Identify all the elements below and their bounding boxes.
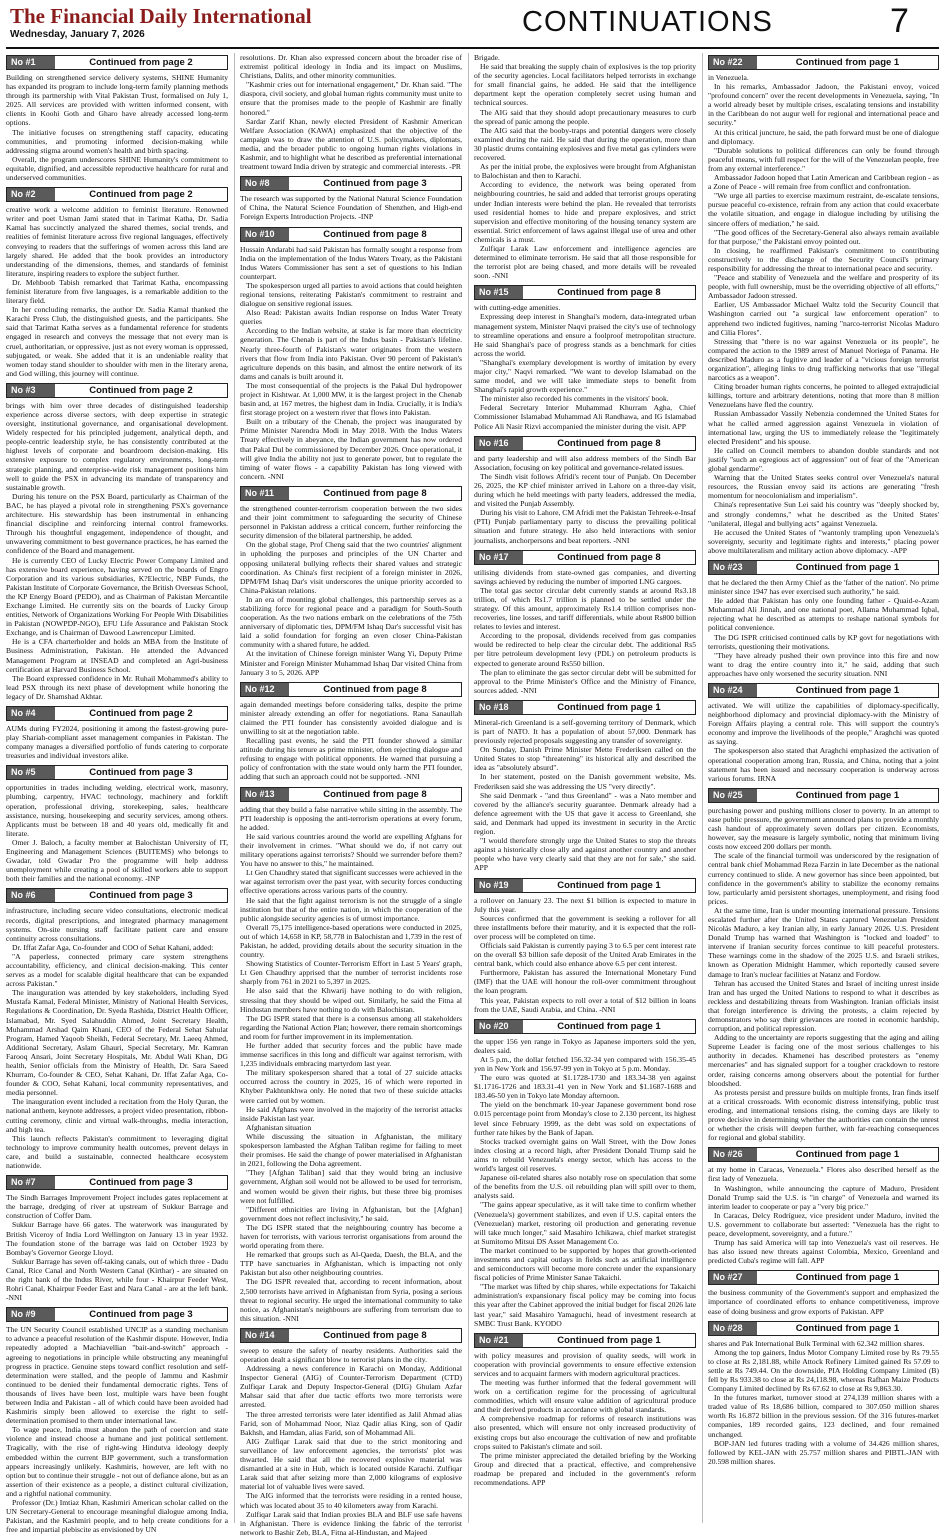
- continuation-item: [474, 700, 696, 873]
- continuation-header: [240, 227, 462, 242]
- continued-from-label: Continued from page 1: [557, 1020, 661, 1032]
- article-paragraph: The euro was quoted at $1.1728-1730 and 183.34-38 yen against $1.1716-1726 and 183.31-41 yen in New York and $1.1687-1688 and 183.46-50 yen in Tokyo late Monday afternoon.: [474, 1073, 696, 1101]
- article-paragraph: sweep to ensure the safety of nearby residents. Authorities said the operation dealt a significant blow to terrorist plans in the city.: [240, 1345, 462, 1364]
- article-paragraph: He is currently CEO of Lucky Electric Power Company Limited and has extensive board experience, having served on the boards of Engro Corporation and its various subsidiaries, K?Electric, NBP Funds, the Pakistan Institute of Corporate Governance, the British Overseas School, the KP Energy Board (PEDO), and as Chairman of Pakistan Mercantile Exchange Limited. He currently sits on the boards of Lucky Group entities, Network of Organizations Working For People With Disabilities in Pakistan (NOWPDP-NGO), EFU Life Assurance and Pakistan Stock Exchange, and is Chairman of Dawood Lawrencepur Limited.: [6, 555, 228, 638]
- item-number: No #20: [475, 1020, 523, 1033]
- article-paragraph: He is a CFA charterholder and holds an MBA from the Institute of Business Administration, Pakistan. He attended the Advanced Management Program at INSEAD and completed an Agri-business certification at Harvard Business School.: [6, 637, 228, 674]
- continuation-header: [708, 788, 939, 803]
- continued-from-label: Continued from page 8: [323, 683, 427, 695]
- article-paragraph: According to evidence, the network was being operated from neighbouring countries, he said and added that terrorist groups operating under Indian interests were behind the plan. He revealed that terrorists used residential homes to hide and prepare explosives, and strict supervision and effective monitoring of the housing tenancy system are essential. Strict enforcement of laws against illegal use of urea and other chemicals is a must.: [474, 180, 696, 244]
- item-number: No #23: [709, 561, 757, 574]
- article-paragraph: The minister also recorded his comments in the visitors' book.: [480, 394, 669, 404]
- article-paragraph: Sukkur Barrage has seven off-taking canals, out of which three - Dadu Canal, Rice Canal and North Western Canal (Kirthar) - are situated on the right bank of the Indus River, while four - Khairpur Feeder West, Rohri Canal, Khairpur Feeder East and Nara Canal - are at the left bank. -NNI: [6, 1256, 228, 1303]
- article-paragraph: He further added that security forces and the public have made immense sacrifices in this long and difficult war against terrorism, with 1,235 individuals embracing martyrdom last year.: [240, 1041, 462, 1069]
- continuation-item: [6, 706, 228, 760]
- header-rule: [6, 47, 939, 49]
- continued-from-label: Continued from page 1: [557, 701, 661, 713]
- continued-from-label: Continued from page 2: [89, 708, 193, 719]
- article-paragraph: "A paperless, connected primary care system strengthens accountability, efficiency, and clinical decision-making. This center serves as a model for scalable digital healthcare that can be expanded across Pakistan.": [6, 951, 228, 989]
- article-paragraph: opportunities in trades including welding, electrical work, masonry, plumbing, carpentry, HVAC technology, machinery and forklift operation, professional driving, storekeeping, sales, healthcare assistance, nursing, housekeeping and security services, among others. Applicants must be between 18 and 40 years old, medically fit and literate.: [6, 783, 228, 838]
- continuation-header: [474, 1019, 696, 1034]
- column-divider: [702, 53, 703, 1523]
- article-paragraph: Dr. Mehboob Tabish remarked that Tarimat Katha, encompassing feminist literature from five languages, is a remarkable addition to the literary field.: [6, 277, 228, 306]
- article-paragraph: Also Read: Pakistan awaits Indian response on Indus Water Treaty queries: [240, 308, 462, 327]
- item-number: No #6: [7, 889, 55, 902]
- article-paragraph: The inauguration was attended by key stakeholders, including Syed Mustafa Kamal, Federal Minister, Ministry of National Health Services, Regulations & Coordination, Dr. Syeda Rashida, District Health Officer, Islamabad, Mr. Syed Salahuddin Ahmed, Joint Secretary Health, Muhammad Arshad Qaim Khani, CEO of the Federal Sehat Sahulat Program, Hamed Yaqoob Sheikh, Federal Secretary, Mr. Laeeq Ahmed, Additional Secretary, Aslam Ghauri, Special Secretary, Mr. Kamran Farooq Ansari, Joint Secretary Hospitals, Mr. Abdul Wali Khan, DG health, Senior officials from the Ministry of Health, Dr. Sara Saeed Khurram, Co-founder & CEO, Sehat Kahani, Dr. Iffat Zafar Aga, Co-founder & COO, Sehat Kahani, local community representatives, and media personnel.: [6, 988, 228, 1098]
- article-paragraph: The scale of the financial turmoil was underscored by the resignation of central bank chief Mohammad Reza Farzin in late December as the national currency continued to slide. A new governor has since been appointed, but confidence in the government's ability to stabilize the economy remains low, particularly amid persistent shortages, unemployment, and rising food prices.: [708, 851, 939, 906]
- continued-from-label: Continued from page 1: [795, 57, 900, 68]
- article-paragraph: at my home in Caracas, Venezuela." Flores also described herself as the first lady of Venezuela.: [708, 1165, 939, 1184]
- article-paragraph: that he declared the then Army Chief as the 'father of the nation'. No prime minister since 1947 has ever exercised such authority," he said.: [708, 577, 939, 597]
- continuation-item: [6, 1307, 228, 1534]
- continuation-header: [240, 176, 462, 191]
- article-paragraph: He also said that the Khwarij have nothing to do with religion, stressing that they should be wiped out. Similarly, he said the Fitna al Hindustan members have nothing to do with Balochistan.: [240, 986, 462, 1014]
- article-paragraph: Warning that the United States seeks control over Venezuela's natural resources, the Russian envoy said its actions are generating "fresh momentum for neocolonialism and imperialism".: [708, 473, 939, 501]
- article-paragraph: The spokesperson urged all parties to avoid actions that could heighten regional tensions, reiterating Pakistan's commitment to restraint and dialogue on sensitive regional issues.: [240, 280, 462, 309]
- article-paragraph: Japanese oil-related shares also notably rose on speculation that some of the benefits from the U.S. oil rebuilding plan will spill over to them, analysts said.: [474, 1173, 696, 1201]
- article-paragraph: Afghanistan situation: [246, 1122, 312, 1132]
- continuation-item: [708, 1270, 939, 1315]
- continued-from-label: Continued from page 8: [557, 551, 661, 563]
- continuation-header: [708, 560, 939, 575]
- item-number: No #19: [475, 879, 523, 892]
- article-paragraph: The DG ISPR revealed that, according to recent information, about 2,500 terrorists have arrived in Afghanistan from Syria, posing a serious threat to regional security. He urged the international community to take notice, as Afghanistan's neighbours are suffering from terrorism due to this situation. -NNI: [240, 1277, 462, 1323]
- continuation-header: [6, 383, 228, 398]
- article-paragraph: Adding to the uncertainty are reports suggesting that the aging and ailing Supreme Leader is facing one of the most serious challenges to his authority in decades. Khamenei has described protesters as "enemy mercenaries" and has signaled support for a tougher crackdown to restore order, raising concerns among observers about the potential for further bloodshed.: [708, 1033, 939, 1088]
- continuation-header: [240, 1328, 462, 1343]
- article-paragraph: adding that they build a false narrative while sitting in the assembly. The PTI leadership is opposing the anti-terrorism operations at every forum, he added.: [240, 804, 462, 832]
- article-paragraph: While discussing the situation in Afghanistan, the military spokesperson lambasted the Afghan Taliban regime for failing to meet their promises. He said the change of power materialised in Afghanistan in 2021, following the Doha agreement.: [240, 1131, 462, 1169]
- article-paragraph: Furthermore, Pakistan has assured the International Monetary Fund (IMF) that the UAE will honour the roll-over commitment throughout the loan program.: [474, 968, 696, 996]
- article-paragraph: Built on a tributary of the Chenab, the project was inaugurated by Prime Minister Narendra Modi in May 2018. With the Indus Waters Treaty effectively in abeyance, the Indian government has now ordered that Pakal Dul be commissioned by December 2026. Once operational, it will give India the ability not just to generate power, but to regulate the timing of water flows - a capability Pakistan has long viewed with concern. -NNI: [240, 417, 462, 481]
- item-number: No #21: [475, 1334, 523, 1347]
- article-paragraph: At this critical juncture, he said, the path forward must be one of dialogue and diplomacy.: [708, 127, 939, 146]
- article-paragraph: This launch reflects Pakistan's commitment to leveraging digital technology to improve community health outcomes, prevent delays in care, and build a sustainable, connected healthcare ecosystem nationwide.: [6, 1133, 228, 1171]
- continuation-item: [6, 55, 228, 182]
- article-paragraph: Officials said Pakistan is currently paying 3 to 6.5 per cent interest rate on the overall $3 billion safe deposit of the United Arab Emirates in the central bank, which could also enhance above 6.5 per cent interest.: [474, 940, 696, 969]
- column-3: [474, 53, 696, 1523]
- article-paragraph: In the futures market, turnover stood at 274,139 million shares with a traded value of Rs 18,686 billion, compared to 307.050 million shares worth Rs 16.872 billion in the previous session. Of the 316 futures-market companies, 189 recorded gains, 123 declined, and four remained unchanged.: [708, 1393, 939, 1439]
- article-paragraph: Lt Gen Chaudhry stated that significant successes were achieved in the war against terrorism over the past year, with security forces conducting effective operations across various parts of the country.: [240, 868, 462, 896]
- article-paragraph: Recalling past events, he said the PTI founder showed a similar attitude during his tenure as prime minister, often rejecting dialogue and refusing to engage with political opponents. He warned that pursuing a policy of confrontation with the state would only harm the PTI founder, adding that such an approach could not be supported. -NNI: [240, 736, 462, 782]
- article-paragraph: brings with him over three decades of distinguished leadership experience across diverse sectors, with deep expertise in strategic oversight, institutional governance, and organisational development. Widely respected for his principled judgement, analytical depth, and people-centric leadership style, he has consistently contributed at the highest levels of corporate and boardroom decision-making. His extensive exposure to complex regulatory environments, long-term strategic planning, and enterprise-wide risk management positions him well to guide the PSX in advancing its mandate of transparency and sustainable growth.: [6, 400, 228, 492]
- article-paragraph: Mineral-rich Greenland is a self-governing territory of Denmark, which is part of NATO. It has a population of about 57,000. Denmark has previously rejected proposals suggesting any transfer of sovereignty.: [474, 717, 696, 746]
- column-1: [6, 53, 228, 1535]
- article-paragraph: She said Denmark - "and thus Greenland" - was a Nato member and covered by the alliance's security guarantee. Denmark already had a defence agreement with the US that gave it access to Greenland, she said, and Denmark had upped its investment in security in the Arctic region.: [474, 790, 696, 837]
- article-paragraph: Stocks tracked overnight gains on Wall Street, with the Dow Jones index closing at a record high, after President Donald Trump said he aims to rebuild Venezuela's energy sector, which has access to the world's largest oil reserves.: [474, 1136, 696, 1174]
- article-paragraph: The DG ISPR stated that there is a consensus among all stakeholders regarding the National Action Plan; however, there remain shortcomings and room for further improvement in its implementation.: [240, 1013, 462, 1041]
- article-paragraph: shares and Pak International Bulk Terminal with 62.342 million shares.: [708, 1338, 925, 1348]
- item-number: No #27: [709, 1271, 757, 1284]
- article-paragraph: with policy measures and provision of quality seeds, will work in cooperation with provincial governments to ensure effective extension services and to acquaint farmers with modern agricultural practices.: [474, 1350, 696, 1378]
- item-number: No #28: [709, 1322, 757, 1335]
- continued-from-label: Continued from page 8: [323, 788, 427, 800]
- continuation-item: [474, 878, 696, 1014]
- continued-from-label: Continued from page 8: [323, 487, 427, 499]
- article-paragraph: "The market was lifted by chip shares, while expectations for Takaichi administration's expansionary fiscal policy may be coming into focus this year after the Cabinet approved the initial budget for fiscal 2026 late last year," said Masahiro Yamaguchi, head of investment research at SMBC Trust Bank. KYODO: [474, 1282, 696, 1328]
- continuation-header: [474, 285, 696, 300]
- article-paragraph: Sources confirmed that the government is seeking a rollover for all three installments before their maturity, and it is expected that the roll-over process will be completed on time.: [474, 913, 696, 941]
- continuation-header: [708, 1147, 939, 1162]
- item-number: No #14: [241, 1329, 289, 1342]
- article-paragraph: In her statement, posted on the Danish government website, Ms. Frederiksen said she was addressing the US "very directly".: [474, 772, 696, 791]
- article-paragraph: The DG ISPR stated that the neighbouring country has become a haven for terrorists, with various terrorist organisations from around the world operating from there.: [240, 1222, 462, 1251]
- continuation-item: [240, 1328, 462, 1537]
- article-paragraph: The DG ISPR criticised continued calls by KP govt for negotiations with terrorists, questioning their motivations.: [708, 632, 939, 651]
- article-paragraph: Omer J. Baloch, a faculty member at Balochistan University of IT, Engineering and Management Sciences (BUITEMS) who belongs to Gwadar, told Gwadar Pro the programme will help address unemployment while creating a pool of skilled workers able to support both their families and the national economy. -INP: [6, 837, 228, 884]
- masthead: [0, 0, 945, 46]
- article-paragraph: The initiative focuses on strengthening staff capacity, educating communities, and promoting informed decision-making while addressing stigma around women's health and birth spacing.: [6, 127, 228, 155]
- continuation-header: [474, 436, 696, 451]
- article-paragraph: He accused the United States of "wantonly trampling upon Venezuela's sovereignty, security and legitimate rights and interests," placing power above multilateralism and military action above diplomacy. -APP: [708, 527, 939, 555]
- article-paragraph: According to the Indian website, at stake is far more than electricity generation. The Chenab is part of the Indus basin - Pakistan's lifeline. Nearly three-fourth of Pakistan's water originates from the western rivers that flow from India into Pakistan. Over 90 percent of Pakistan's agriculture depends on this basin, and almost the entire network of its dams and canals is built around it.: [240, 326, 462, 381]
- article-paragraph: He called on Council members to abandon double standards and not justify "such an egregious act of aggression" out of fear of the "American global gendarme".: [708, 445, 939, 474]
- article-paragraph: Overall 75,175 intelligence-based operations were conducted in 2025, out of which 14,658 in KP, 58,778 in Balochistan and 1,739 in the rest of Pakistan, he added, providing details about the security situation in the country.: [240, 922, 462, 960]
- item-number: No #11: [241, 487, 289, 500]
- article-paragraph: Earlier, US Ambassador Michael Waltz told the Security Council that Washington carried out "a surgical law enforcement operation" to apprehend two indicted fugitives, naming "narco-terrorist Nicolas Maduro and Cilia Flores".: [708, 300, 939, 337]
- article-paragraph: The yield on the benchmark 10-year Japanese government bond rose 0.015 percentage point from Monday's close to 2.130 percent, its highest level since February 1999, as the debt was sold on expectations of further rate hikes by the Bank of Japan.: [474, 1100, 696, 1137]
- article-paragraph: "They [Afghan Taliban] said that they would bring an inclusive government, Afghan soil would not be allowed to be used for terrorism, and women would be given their rights, but these three big promises were not fulfilled.: [240, 1168, 462, 1205]
- article-paragraph: "The good offices of the Secretary-General also always remain available for that purpose," the Pakistani envoy pointed out.: [708, 227, 939, 246]
- article-paragraph: "Durable solutions to political differences can only be found through peaceful means, with full respect for the will of the Venezuelan people, free from any external interference.": [708, 145, 939, 173]
- article-paragraph: Russian Ambassador Vassily Nebenzia condemned the United States for what he called armed aggression against Venezuela in violation of international law, urging the US to immediately release the "legitimately elected President" and his spouse.: [708, 409, 939, 446]
- continuation-item: [474, 1333, 696, 1487]
- article-paragraph: creative work a welcome addition to feminist literature. Renowned writer and poet Usman Jami stated that in Tarimat Katha, Dr. Sadia Kamal has succinctly analyzed the shared themes, social trends, and realities of feminist literature across five regional languages, effectively conveying to readers that the sufferings of women across this land are largely shared. He added that the book provides an introductory understanding of the dimensions, themes, and standards of feminist literature, inspiring readers to explore the subject further.: [6, 205, 228, 278]
- section-title: CONTINUATIONS: [522, 6, 773, 38]
- continued-from-label: Continued from page 3: [89, 767, 193, 779]
- article-paragraph: the business community of the Government's support and emphasized the importance of coordinated efforts to enhance competitiveness, improve ease of doing business and grow exports of Pakistan. APP: [708, 1288, 939, 1316]
- article-paragraph: The market continued to be supported by hopes that growth-oriented investments and capital outlays in fields such as artificial intelligence and semiconductors will become more concrete under the expansionary fiscal policies of Prime Minister Sanae Takaichi.: [474, 1245, 696, 1283]
- article-paragraph: As protests persist and pressure builds on multiple fronts, Iran finds itself at a critical crossroads. With economic distress intensifying, public trust eroding, and international tensions rising, the coming days are likely to prove decisive in determining whether the authorities can contain the unrest or whether the crisis will deepen further, with far-reaching consequences for regional and global stability.: [708, 1087, 939, 1143]
- article-paragraph: "We urge all parties to exercise maximum restraint, de-escalate tensions, pursue peaceful co-existence, refrain from any action that could exacerbate the volatile situation, and engage in dialogue including by utilising the sincere offers of mediation," he said.: [708, 191, 939, 228]
- continuation-header: [6, 706, 228, 721]
- continuation-item: [708, 683, 939, 783]
- continuation-header: [708, 55, 939, 70]
- article-paragraph: Ambassador Jadoon hoped that Latin American and Caribbean region - as a Zone of Peace - will remain free from conflict and confrontation.: [708, 173, 939, 192]
- article-paragraph: The military spokesperson shared that a total of 27 suicide attacks occurred across the country in 2025, 16 of which were reported in Khyber Pakhtunkhwa only. He noted that two of these suicide attacks were carried out by women.: [240, 1068, 462, 1105]
- continuation-item: [708, 1321, 939, 1466]
- item-number: No #18: [475, 701, 523, 714]
- continued-from-label: Continued from page 3: [89, 890, 193, 902]
- article-paragraph: He said various countries around the world are expelling Afghans for their involvement in crimes. "What should we do, if not carry out military operations against terrorists? Should we surrender before them? You have no answer to this," he maintained.: [240, 831, 462, 869]
- article-paragraph: He said that the fight against terrorism is not the struggle of a single institution but that of the entire nation, in which the cooperation of the public alongside security agencies is of utmost importance.: [240, 895, 462, 923]
- article-paragraph: BOP-JAN led futures trading with a volume of 34.426 million shares, followed by KEL-JAN with 25.757 million shares and PIBTL-JAN with 20.598 million shares.: [708, 1438, 939, 1466]
- article-paragraph: He said Afghans were involved in the majority of the terrorist attacks inside Pakistan last year.: [240, 1104, 462, 1123]
- article-paragraph: In her concluding remarks, the author Dr. Sadia Kamal thanked the Karachi Press Club, the distinguished guests, and the participants. She said that Tarimat Katha serves as a fundamental reference for students engaged in research and conveys the message that not every man is cruel, authoritarian, or oppressive, just as not every woman is oppressed, subjugated, or weak. She added that it is an undeniable reality that women today stand shoulder to shoulder with men in the literary arena, and God willing, this journey will continue.: [6, 305, 228, 378]
- article-paragraph: "Shanghai's exemplary development is worthy of imitation by every major city," Naqvi remarked. "We want to develop Islamabad on the same model, and we will take immediate steps to benefit from Shanghai's rapid growth experience.": [474, 357, 696, 395]
- article-paragraph: The UN Security Council established UNCIP as a standing mechanism to advance a peaceful resolution of the Kashmir dispute. However, India repeatedly adopted a Machiavellian "bait-and-switch" approach - agreeing to negotiations in principle while obstructing any meaningful progress in practice. Genuine steps toward conflict resolution and self-determination were stalled, and the people of Jammu and Kashmir continued to be denied their fundamental democratic rights. Tens of thousands of lives have been lost, multiple wars have been fought between India and Pakistan - all of which could have been avoided had Kashmiris simply been allowed to exercise the right to self-determination promised to them under international law.: [6, 1325, 228, 1426]
- continuation-header: [240, 787, 462, 802]
- article-paragraph: On the global stage, Prof Cheng said that the two countries' alignment in upholding the purposes and principles of the UN Charter and opposing unilateral bullying reflects their shared values and strategic coordination. As China's first recipient of a foreign minister in 2026, DPM/FM Ishaq Dar's visit underscores the unique priority accorded to China-Pakistan relations.: [240, 540, 462, 595]
- article-paragraph: with cutting-edge amenities.: [474, 303, 561, 313]
- article-paragraph: This year, Pakistan expects to roll over a total of $12 billion in loans from the UAE, Saudi Arabia, and China. -NNI: [474, 995, 696, 1014]
- item-number: No #8: [241, 177, 289, 190]
- article-paragraph: The total gas sector circular debt currently stands at around Rs3.18 trillion, of which Rs1.7 trillion is planned to be settled under the strategy. Of this amount, approximately Rs1.4 trillion comprises non-recoveries, line losses, and tariff differentials, while about Rs800 billion relates to levies and interest.: [474, 585, 696, 632]
- article-paragraph: Building on strengthened service delivery systems, SHINE Humanity has expanded its program to include long-term family planning methods through its partnership with Vital Pakistan Trust, formalised on July 1, 2025. All services are provided with written informed consent, with clients in Koohi Goth and Gharo have already accessed long-term options.: [6, 73, 228, 128]
- continued-from-label: Continued from page 3: [323, 178, 427, 190]
- article-paragraph: He added that Pakistan has only one founding father - Quaid-e-Azam Muhammad Ali Jinnah, and one national poet, Allama Muhammad Iqbal, rejecting what he described as attempts to reshape national symbols for political convenience.: [708, 596, 939, 633]
- article-paragraph: At the invitation of Chinese foreign minister Wang Yi, Deputy Prime Minister and Foreign Minister Muhammad Ishaq Dar visited China from January 3 to 5, 2026. APP: [240, 649, 462, 677]
- continuation-item: [240, 682, 462, 782]
- continuation-header: [240, 486, 462, 501]
- continued-from-label: Continued from page 8: [557, 437, 661, 449]
- continuation-item: [708, 788, 939, 1142]
- column-4: [708, 53, 939, 1523]
- continuation-header: [708, 683, 939, 698]
- continuation-item: [474, 1019, 696, 1328]
- article-paragraph: "I would therefore strongly urge the United States to stop the threats against a historically close ally and against another country and another people who have very clearly said that they are not for sale," she said. APP: [474, 836, 696, 873]
- continuation-item: [474, 550, 696, 695]
- item-number: No #9: [7, 1308, 55, 1321]
- continuation-header: [708, 1321, 939, 1336]
- article-paragraph: Showing Statistics of Counter-Terrorism Effort in Last 5 Years' graph, Lt Gen Chaudhry apprised that the number of terrorist incidents rose sharply from 761 in 2021 to 5,397 in 2025.: [240, 959, 462, 987]
- continuation-item: [474, 285, 696, 430]
- article-paragraph: The AIG informed that the terrorists were residing in a rented house, which was located about 35 to 40 kilometers away from Karachi.: [240, 1491, 462, 1510]
- item-number: No #1: [7, 56, 55, 69]
- continued-from-label: Continued from page 1: [795, 561, 900, 573]
- article-paragraph: The plan to eliminate the gas sector circular debt will be submitted for approval to the Prime Minister's Office and the Ministry of Finance, sources added. -NNI: [474, 667, 696, 695]
- item-number: No #25: [709, 789, 757, 802]
- article-paragraph: A comprehensive roadmap for reforms of research institutions was also presented, which will ensure not only increased productivity of existing crops but also encourage the cultivation of new and profitable crops suited to Pakistan's climate and soil.: [474, 1414, 696, 1451]
- item-number: No #22: [709, 56, 757, 69]
- article-paragraph: Professor (Dr.) Imtiaz Khan, Kashmiri American scholar called on the UN Secretary-General to encourage meaningful dialogue among India, Pakistan, and the Kashmiri people, and to help create conditions for a free and impartial plebiscite as envisioned by UN: [6, 1498, 228, 1535]
- article-paragraph: Expressing deep interest in Shanghai's modern, data-integrated urban management system, Minister Naqvi praised the city's use of technology to streamline operations and ensure a foolproof metropolitan structure. He said Shanghai's pace of progress stands as a benchmark for cities across the world.: [474, 312, 696, 358]
- continuation-item: [6, 187, 228, 378]
- article-paragraph: Overall, the program underscores SHINE Humanity's commitment to equitable, dignified, and accessible reproductive healthcare for rural and underserved communities.: [6, 154, 228, 183]
- article-paragraph: utilising dividends from state-owned gas companies, and diverting savings achieved by reducing the number of imported LNG cargoes.: [474, 567, 696, 586]
- article-paragraph: "Different ethnicities are living in Afghanistan, but the [Afghan] government does not reflect inclusivity," he said.: [240, 1204, 462, 1223]
- article-paragraph: On Sunday, Danish Prime Minister Mette Frederiksen called on the United States to stop "threatening" its historical ally and described the idea as "absolutely absurd".: [474, 745, 696, 773]
- article-paragraph: the strengthened counter-terrorism cooperation between the two sides and their joint commitment to safeguarding the security of Chinese personnel in Pakistan address a critical concern, further reinforcing the security dimension of the bilateral partnership, he added.: [240, 503, 462, 541]
- continuation-item: [6, 888, 228, 1170]
- continued-from-label: Continued from page 3: [89, 1177, 193, 1189]
- article-paragraph: a rollover on January 23. The next $1 billion is expected to mature in July this year.: [474, 895, 696, 914]
- article-paragraph: The Sindh Barrages Improvement Project includes gates replacement at the barrage, dredging of river at upstream of Sukkur Barrage and construction of Coffer Dam.: [6, 1193, 228, 1221]
- item-number: No #24: [709, 684, 757, 697]
- article-paragraph: Zulfiqar Larak Law enforcement and intelligence agencies are determined to eliminate terrorism. He said that all those responsible for the terrorist plot are being chased, and more details will be revealed soon. -NNI: [474, 243, 696, 281]
- article-paragraph: AUMs during FY2024, positioning it among the fastest-growing pure-play Shariah-compliant asset management companies in Pakistan. The company manages a diversified portfolio of funds catering to corporate treasuries and individual investors alike.: [6, 724, 228, 761]
- article-paragraph: Addressing a news conference in Karachi on Monday, Additional Inspector General (AIG) of Counter-Terrorism Department (CTD) Zulfiqar Larak and Deputy Inspector-General (DIG) Ghulam Azfar Mahsar said that after due tactic efforts two more terrorists were arrested.: [240, 1364, 462, 1410]
- continued-from-label: Continued from page 8: [323, 228, 427, 240]
- item-number: No #13: [241, 788, 289, 801]
- continuation-item: [474, 53, 696, 280]
- article-paragraph: the upper 156 yen range in Tokyo as Japanese importers sold the yen, dealers said.: [474, 1036, 696, 1055]
- continuation-item: [708, 1147, 939, 1265]
- continuation-item: [6, 765, 228, 883]
- item-number: No #5: [7, 766, 55, 779]
- column-divider: [468, 53, 469, 1523]
- article-paragraph: In Washington, while announcing the capture of Maduro, President Donald Trump said the U.S. is "in charge" of Venezuela and warned its interim leader to cooperate or pay a "very big price.": [708, 1183, 939, 1211]
- continuation-header: [6, 55, 228, 70]
- article-paragraph: AIG Zulfiqar Larak said that due to the strict monitoring and surveillance of law enforcement agencies, the terrorists' plot was thwarted. He said that all the recovered explosive material was dismantled at a site in Hub, which is located outside Karachi. Zulfiqar Larak said that after seizing more than 2,000 kilograms of explosive material lot of valuable lives were saved.: [240, 1436, 462, 1492]
- continuation-header: [6, 765, 228, 780]
- continuation-item: [240, 176, 462, 221]
- article-paragraph: Sukkur Barrage have 66 gates. The waterwork was inaugurated by British Viceroy of India Lord Wellington on January 13 in year 1932. The foundation stone of the barrage was laid on October 1923 by Bombay's Governor George Lloyd.: [6, 1220, 228, 1257]
- article-paragraph: At 5 p.m., the dollar fetched 156.32-34 yen compared with 156.35-45 yen in New York and 156.97-99 yen in Tokyo at 5 p.m. Monday.: [474, 1054, 696, 1073]
- continuation-item: [240, 787, 462, 1323]
- article-paragraph: In Caracas, Delcy Rodríguez, vice president under Maduro, invited the U.S. government to collaborate but asserted: "Venezuela has the right to peace, development, sovereignty, and a future.": [708, 1210, 939, 1238]
- article-paragraph: Sardar Zarif Khan, newly elected President of Kashmir American Welfare Association (KAWA) emphasized that the objective of the campaign was to draw the attention of U.S. policymakers, diplomats, media, and the broader public to ongoing human rights violations in Kashmir, and to highlight what he described as preferential international treatment toward India driven by strategic and commercial interests. -PR: [240, 116, 462, 172]
- article-paragraph: Stressing that "there is no war against Venezuela or its people", he compared the action to the 1989 arrest of Manuel Noriega of Panama. He described Maduro as a fugitive and leader of a "vicious foreign terrorist organization", alleging links to drug trafficking networks that use "illegal narcotics as a weapon".: [708, 336, 939, 383]
- article-paragraph: again demanded meetings before considering talks, despite the prime minister already extending an offer for negotiations. Rana Sanaullah claimed the PTI founder has consistently avoided dialogue and is unwilling to sit at the negotiation table.: [240, 699, 462, 736]
- continued-from-label: Continued from page 1: [795, 1322, 900, 1334]
- article-paragraph: The AIG said that they should adopt precautionary measures to curb the spread of panic among the people.: [474, 107, 696, 126]
- continuation-item: [6, 383, 228, 701]
- article-paragraph: During his tenure on the PSX Board, particularly as Chairman of the BAC, he has played a pivotal role in strengthening PSX's governance architecture. His stewardship has been instrumental in enhancing financial discipline and reinforcing internal control frameworks. Through his thoughtful engagement, independence of thought, and unwavering commitment to best governance practices, he has earned the confidence of the Board and management.: [6, 491, 228, 556]
- continuation-item: [240, 227, 462, 481]
- continued-from-label: Continued from page 3: [89, 1309, 193, 1321]
- item-number: No #15: [475, 286, 523, 299]
- article-paragraph: As per the initial probe, the explosives were brought from Afghanistan to Balochistan and then to Karachi.: [474, 162, 696, 181]
- item-number: No #12: [241, 683, 289, 696]
- article-paragraph: The three arrested terrorists were later identified as Jalil Ahmad alias Farid, son of Mohammad Noor, Niaz Qadir alias King, son of Qadir Bakhsh, and Hamdan, alias Farid, son of Mohammad Ali.: [240, 1409, 462, 1437]
- article-paragraph: "The gains appear speculative, as it will take time to confirm whether (Venezuela's) government stabilizes, and even if U.S. capital enters the (Venezuelan) market, restoring oil production and generating revenue will take much longer," said Masahiro Ichikawa, chief market strategist at Sumitomo Mitsui DS Asset Management Co.: [474, 1200, 696, 1246]
- article-paragraph: To wage peace, India must abandon the path of coercion and state violence and instead choose a humane and just political settlement. Tragically, with the rise of right-wing Hindutva ideology deeply embedded within the current BJP government, such a transformation appears increasingly unlikely. Kashmiris, however, are left with no option but to continue their struggle - not out of defiance alone, but as an assertion of their existence as a people, a distinct cultural civilization, and a rightful national community.: [6, 1425, 228, 1498]
- item-number: No #10: [241, 228, 289, 241]
- continuation-header: [6, 1307, 228, 1322]
- continued-from-label: Continued from page 8: [323, 1329, 427, 1341]
- item-number: No #16: [475, 437, 523, 450]
- column-2: [240, 53, 462, 1537]
- article-paragraph: Brigade.: [474, 53, 500, 62]
- continuation-item: [708, 55, 939, 555]
- article-paragraph: The research was supported by the National Natural Science Foundation of China, the Natural Science Foundation of Shenzhen, and High-end Foreign Experts Introduction Projects. -INP: [240, 194, 462, 222]
- page-number: 7: [890, 2, 909, 40]
- column-divider: [234, 53, 235, 1523]
- continued-from-label: Continued from page 1: [795, 789, 900, 801]
- article-paragraph: Federal Secretary Interior Muhammad Khurram Agha, Chief Commissioner Islamabad Muhammad Ali Randhawa, and IG Islamabad Police Ali Nasir Rizvi accompanied the minister during the visit. APP: [474, 403, 696, 431]
- continued-from-label: Continued from page 1: [795, 685, 900, 696]
- continuation-header: [6, 1175, 228, 1190]
- issue-date: Wednesday, January 7, 2026: [10, 29, 145, 40]
- continuation-item: [6, 1175, 228, 1302]
- newspaper-name: The Financial Daily International: [10, 4, 312, 28]
- item-number: No #3: [7, 384, 55, 397]
- article-paragraph: infrastructure, including secure video consultations, electronic medical records, digital prescriptions, and integrated pharmacy management systems. On-site nursing staff facilitate patient care and ensure continuity across consultations.: [6, 906, 228, 943]
- article-paragraph: The spokesperson also stated that Araghchi emphasized the activation of operational cooperation among Iran, Russia, and China, noting that a joint statement has been issued and necessary cooperation is underway across various forums. IRNA: [708, 746, 939, 783]
- article-paragraph: The most consequential of the projects is the Pakal Dul hydropower project in Kishtwar. At 1,000 MW, it is the largest project in the Chenab basin and, at 167 metres, the highest dam in India. Crucially, it is India's first storage project on a western river that flows into Pakistan.: [240, 380, 462, 418]
- article-paragraph: "Kashmir cries out for international engagement," Dr. Khan said. "The diaspora, civil society, and global human rights community must unite to ensure that the promises made to the people of Kashmir are finally honored.": [240, 80, 462, 117]
- continuation-item: [240, 486, 462, 677]
- continuation-header: [474, 550, 696, 565]
- article-paragraph: Hussain Andarabi had said Pakistan has formally sought a response from India on the implementation of the Indus Waters Treaty, as the Pakistani Indus Waters Commissioner has sent a set of questions to his Indian counterpart.: [240, 244, 462, 281]
- article-paragraph: in Venezuela.: [708, 73, 749, 82]
- item-number: No #26: [709, 1148, 757, 1161]
- continuation-header: [708, 1270, 939, 1285]
- continued-from-label: Continued from page 2: [89, 57, 193, 68]
- continuation-header: [474, 700, 696, 715]
- item-number: No #7: [7, 1176, 55, 1189]
- item-number: No #17: [475, 551, 523, 564]
- continuation-item: [474, 436, 696, 545]
- article-paragraph: "They have already pushed their own province into this fire and now want to drag the entire country into it," he said, adding that such approaches have only worsened the security situation. NNI: [708, 650, 939, 678]
- article-paragraph: "Peace and stability of Venezuela and the welfare and prosperity of its people, with full ownership, must be the overriding objective of all efforts," Ambassador Jadoon stressed.: [708, 273, 939, 301]
- article-paragraph: and party leadership and will also address members of the Sindh Bar Association, focusing on key political and governance-related issues.: [474, 453, 696, 472]
- article-paragraph: Citing broader human rights concerns, he pointed to alleged extrajudicial killings, torture and arbitrary detentions, noting that more than 8 million Venezuelans have fled the country.: [708, 382, 939, 410]
- article-paragraph: In an era of mounting global challenges, this partnership serves as a stabilizing force for regional peace and a paradigm for South-South cooperation. As the two nations embark on the celebrations of the 75th anniversary of diplomatic ties, DPM/FM Ishaq Dar's successful visit has laid a solid foundation for forging an even closer China-Pakistan community with a shared future, he added.: [240, 594, 462, 650]
- continuation-item: [240, 53, 462, 171]
- article-paragraph: The Board expressed confidence in Mr. Ruhail Mohammed's ability to lead PSX through its next phase of development while honoring the legacy of Dr. Shamshad Akhtar.: [6, 673, 228, 701]
- article-paragraph: The AIG said that the booby-traps and potential dangers were closely examined during the raid. He said that during the operation, more than 30 plastic drums containing explosives and five metal gas cylinders were recovered.: [474, 125, 696, 163]
- item-number: No #2: [7, 188, 55, 201]
- article-paragraph: At the same time, Iran is under mounting international pressure. Tensions escalated further after the United States captured Venezuelan President Nicolás Maduro, a key Iranian ally, in early January 2026. U.S. President Donald Trump has warned that Washington is "locked and loaded" to intervene if Iranian security forces continue to kill peaceful protesters. These warnings come in the shadow of the 2025 U.S. and Israeli strikes, known as Operation Midnight Hammer, which reportedly caused severe damage to Iran's nuclear facilities at Natanz and Fordow.: [708, 905, 939, 979]
- article-paragraph: The prime minister appreciated the detailed briefing by the Working Group and directed that a practical, effective, and comprehensive roadmap be prepared and included in the government's reform recommendations. APP: [474, 1450, 696, 1488]
- continuation-header: [240, 682, 462, 697]
- continued-from-label: Continued from page 1: [795, 1272, 900, 1284]
- article-paragraph: He remarked that groups such as Al-Qaeda, Daesh, the BLA, and the TTP have sanctuaries in Afghanistan, which is impacting not only Pakistan but also other neighbouring countries.: [240, 1250, 462, 1278]
- item-number: No #4: [7, 707, 55, 720]
- article-paragraph: According to the proposal, dividends received from gas companies would be redirected to help clear the circular debt. The additional Rs5 per litre petroleum development levy (PDL) on petroleum products is expected to generate around Rs550 billion.: [474, 631, 696, 668]
- continued-from-label: Continued from page 2: [89, 384, 193, 396]
- continued-from-label: Continued from page 1: [795, 1149, 900, 1161]
- article-paragraph: He said that breaking the supply chain of explosives is the top priority of the security agencies. Local facilitators helped terrorists in exchange for small financial gains, he added. He said that the intelligence department kept the operation completely secret using human and technical sources.: [474, 62, 696, 108]
- continuation-header: [6, 888, 228, 903]
- article-paragraph: activated. We will utilize the capabilities of diplomacy-specifically, neighborhood diplomacy and provincial diplomacy-with the Ministry of Foreign Affairs playing a central role. This will support the country's economy and improve the livelihoods of the people," Araghchi was quoted as saying.: [708, 701, 939, 747]
- continuation-header: [6, 187, 228, 202]
- article-paragraph: The Sindh visit follows Afridi's recent tour of Punjab. On December 26, 2025, the KP chief minister arrived in Lahore on a three-day visit, during which he held meetings with party leaders, addressed the media, and visited the Punjab Assembly.: [474, 471, 696, 509]
- article-paragraph: During his visit to Lahore, CM Afridi met the Pakistan Tehreek-e-Insaf (PTI) Punjab parliamentary party to discuss the prevailing political situation and future strategy. He also held interactions with senior journalists, anchorpersons and beat reporters. -NNI: [474, 508, 696, 545]
- continued-from-label: Continued from page 1: [557, 879, 661, 891]
- continuation-item: [708, 560, 939, 678]
- article-paragraph: Among the top gainers, Indus Motor Company Limited rose by Rs 79.55 to close at Rs 2,181.88, while Attock Refinery Limited gained Rs 57.09 to settle at Rs 749.44. On the downside, PIA Holding Company Limited (B) fell by Rs 933.38 to close at Rs 24,118.98, whereas Rafhan Maize Products Company Limited declined by Rs 67.62 to close at Rs 9,863.30.: [708, 1347, 939, 1394]
- article-paragraph: purchasing power and pushing millions closer to poverty. In an attempt to ease public pressure, the government announced plans to provide a monthly cash handout of approximately seven dollars per citizen. Economists, however, say the measure is largely symbolic, noting that minimum living costs now exceed 200 dollars per month.: [708, 805, 939, 852]
- continuation-header: [474, 1333, 696, 1348]
- continued-from-label: Continued from page 8: [557, 287, 661, 299]
- article-paragraph: resolutions. Dr. Khan also expressed concern about the broader rise of extremist political ideology in India and its impact on Muslims, Christians, Dalits, and other minority communities.: [240, 53, 462, 81]
- continued-from-label: Continued from page 2: [89, 189, 193, 201]
- article-paragraph: In his remarks, Ambassador Jadoon, the Pakistani envoy, voiced "profound concern" over the recent developments in Venezuela, saying, "In a world already beset by multiple crises, escalating tensions and instability in the Caribbean do not augur well for regional and international peace and security.": [708, 82, 939, 128]
- article-paragraph: Tehran has accused the United States and Israel of inciting unrest inside Iran and has urged the United Nations to respond to what it describes as reckless and destabilizing threats from Washington. Iranian officials insist that foreign interference is driving the protests, a claim rejected by demonstrators who say their grievances are rooted in economic hardship, corruption, and political repression.: [708, 978, 939, 1034]
- article-paragraph: Dr. Iffat Zafar Aga, Co-founder and COO of Sehat Kahani, added:: [12, 942, 214, 952]
- continuation-header: [474, 878, 696, 893]
- article-paragraph: Trump has said America will tap into Venezuela's vast oil reserves. He has also issued new threats against Colombia, Mexico, Greenland and predicted Cuba's regime will fall. APP: [708, 1238, 939, 1266]
- article-paragraph: The inauguration event included a recitation from the Holy Quran, the national anthem, keynote addresses, a project video presentation, ribbon-cutting ceremony, clinic and virtual walk-throughs, media interaction, and high tea.: [6, 1097, 228, 1134]
- article-paragraph: In closing, he reaffirmed Pakistan's commitment to contributing constructively to the discharge of the Security Council's primary responsibility for addressing the threat to international peace and security.: [708, 245, 939, 273]
- continued-from-label: Continued from page 1: [557, 1334, 661, 1346]
- article-paragraph: Zulfiqar Larak said that Indian proxies BLA and BLF use safe havens in Afghanistan. There is evidence linking the fabric of the terrorist network to Bashir Zeb, BLA, Fitna al-Hindustan, and Majeed: [240, 1509, 462, 1537]
- article-paragraph: The meeting was further informed that the federal government will work on a certification regime for the processing of agricultural commodities, which will ensure value addition of agricultural produce and their derived products in accordance with global standards.: [474, 1378, 696, 1415]
- article-paragraph: China's representative Sun Lei said his country was "deeply shocked by, and strongly condemns," what he described as the United States' "unilateral, illegal and bullying acts" against Venezuela.: [708, 500, 939, 528]
